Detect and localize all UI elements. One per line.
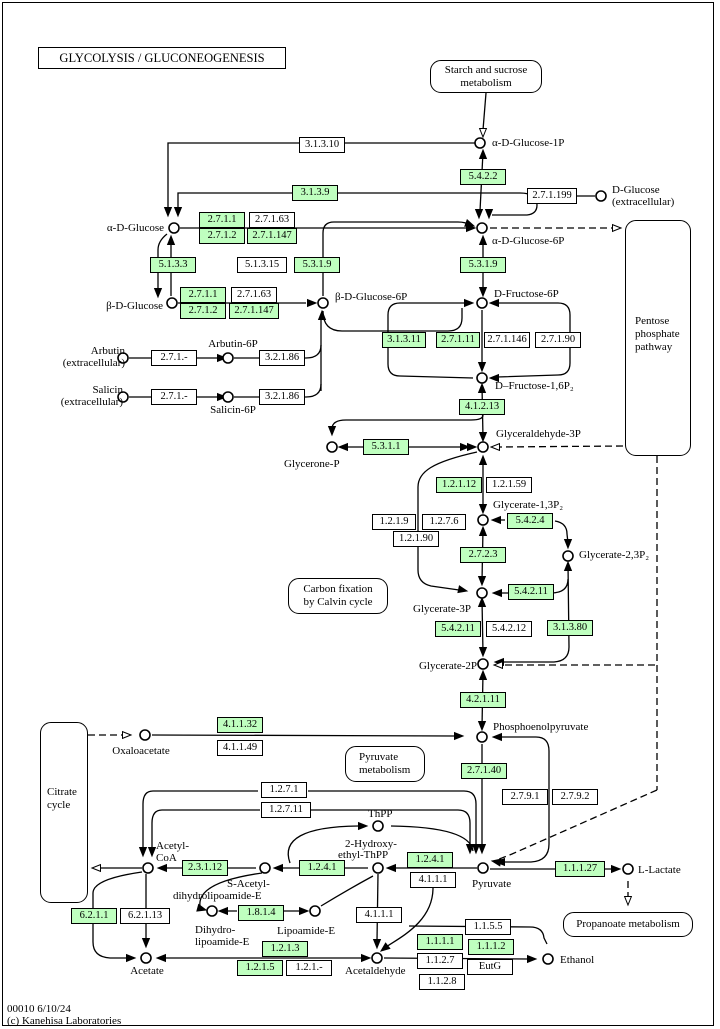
pathway-link-pyruvate-metabolism[interactable] [345, 746, 425, 782]
arrowhead [476, 210, 483, 219]
reaction-edge [498, 446, 623, 447]
enzyme-box-2.7.1.11[interactable]: 2.7.1.11 [436, 332, 480, 348]
compound-node[interactable] [477, 223, 487, 233]
compound-label: Glycerate-3P [413, 603, 472, 615]
arrowhead [197, 905, 206, 912]
arrowhead [468, 444, 477, 451]
enzyme-box-2.7.1.146[interactable]: 2.7.1.146 [484, 332, 530, 348]
arrowhead [493, 590, 502, 597]
pathway-link-label: Citrate [47, 786, 77, 798]
arrowhead [480, 236, 487, 245]
arrowhead [465, 220, 474, 226]
compound-label: Glyceraldehyde-3P [496, 428, 581, 440]
compound-label: Pyruvate [472, 878, 512, 890]
compound-label: ethyl-ThPP [338, 849, 389, 861]
compound-label: D-Fructose-6P [494, 288, 559, 300]
arrowhead [140, 848, 147, 857]
enzyme-box-1.2.7.11[interactable]: 1.2.7.11 [261, 802, 311, 818]
compound-node[interactable] [373, 863, 383, 873]
compound-label: β-D-Glucose-6P [335, 291, 408, 303]
reaction-edge [332, 415, 483, 429]
page-border [3, 3, 714, 1026]
compound-label: S-Acetyl- [227, 878, 270, 890]
enzyme-box-6.2.1.13[interactable]: 6.2.1.13 [120, 908, 170, 924]
compound-label: Salicin-6P [210, 404, 256, 416]
compound-node[interactable] [373, 821, 383, 831]
enzyme-box-4.1.1.49[interactable]: 4.1.1.49 [217, 740, 263, 756]
enzyme-box-1.1.5.5[interactable]: 1.1.5.5 [465, 919, 511, 935]
enzyme-box-EutG[interactable]: EutG [467, 959, 513, 975]
arrowhead [479, 363, 486, 372]
reaction-edge [321, 876, 373, 906]
pathway-link-label: Carbon fixation [303, 583, 373, 595]
compound-label: dihydrolipoamide-E [173, 890, 262, 902]
enzyme-box-4.1.2.13[interactable]: 4.1.2.13 [459, 399, 505, 415]
compound-node[interactable] [223, 392, 233, 402]
reaction-edge [323, 308, 462, 331]
pathway-link-label: metabolism [460, 76, 512, 89]
compound-node[interactable] [207, 906, 217, 916]
compound-label: Glycerate-1,3P₂ [493, 499, 564, 511]
enzyme-box-1.2.4.1[interactable]: 1.2.4.1 [299, 860, 345, 876]
compound-node[interactable] [623, 864, 633, 874]
enzyme-box-1.1.1.27[interactable]: 1.1.1.27 [555, 861, 605, 877]
arrowhead [359, 823, 368, 830]
arrowhead [479, 577, 486, 586]
arrowhead [149, 848, 156, 857]
arrowhead [480, 648, 487, 657]
open-arrowhead [92, 865, 101, 872]
arrowhead [300, 908, 309, 915]
enzyme-box-2.7.1.63[interactable]: 2.7.1.63 [231, 287, 277, 303]
arrowhead [492, 517, 501, 524]
pathway-link-label: metabolism [359, 764, 411, 776]
arrowhead [479, 845, 486, 854]
enzyme-box-1.2.1.-[interactable]: 1.2.1.- [286, 960, 332, 976]
compound-node[interactable] [478, 442, 488, 452]
arrowhead [480, 288, 487, 297]
compound-label: Dihydro- lipoamide-E [195, 924, 250, 948]
compound-label: Glycerone-P [284, 458, 340, 470]
enzyme-box-5.1.3.3[interactable]: 5.1.3.3 [150, 257, 196, 273]
compound-node[interactable] [478, 515, 488, 525]
reaction-edge [323, 222, 469, 296]
arrowhead [473, 845, 480, 854]
map-id-date: 00010 6/10/24 [7, 1003, 71, 1015]
enzyme-box-2.7.9.2[interactable]: 2.7.9.2 [552, 789, 598, 805]
pathway-link-pentose-phosphate-pathway[interactable] [625, 220, 691, 456]
compound-label: α-D-Glucose-1P [492, 137, 565, 149]
enzyme-box-2.7.1.2[interactable]: 2.7.1.2 [180, 303, 226, 319]
compound-node[interactable] [478, 659, 488, 669]
compound-label: D–Fructose-1,6P₂ [495, 380, 574, 392]
compound-label: Acetaldehyde [345, 965, 406, 977]
reaction-edge [501, 564, 569, 662]
enzyme-box-2.7.1.-[interactable]: 2.7.1.- [151, 389, 197, 405]
arrowhead [480, 671, 487, 680]
pathway-link-label: Propanoate metabolism [576, 918, 680, 930]
compound-label: 2-Hydroxy- [345, 838, 397, 850]
reaction-edge [391, 826, 473, 851]
compound-label: Lipoamide-E [277, 925, 336, 937]
arrowhead [480, 505, 487, 514]
arrowhead [157, 955, 166, 962]
compound-label: Acetate [130, 965, 164, 977]
compound-node[interactable] [475, 138, 485, 148]
compound-label: Glycerate-2,3P₂ [579, 549, 650, 561]
compound-node[interactable] [141, 953, 151, 963]
arrowhead [158, 865, 167, 872]
compound-label: α-D-Glucose [106, 222, 164, 234]
pathway-link-label: Pentose [635, 315, 670, 327]
compound-label: Ethanol [560, 954, 595, 966]
arrowhead [458, 586, 467, 593]
enzyme-box-3.2.1.86[interactable]: 3.2.1.86 [259, 389, 305, 405]
compound-label: D-Glucose (extracellular) [612, 184, 675, 208]
arrowhead [479, 722, 486, 731]
compound-label: L-Lactate [638, 864, 681, 876]
enzyme-box-5.3.1.1[interactable]: 5.3.1.1 [363, 439, 409, 455]
compound-node[interactable] [543, 954, 553, 964]
pathway-link-label: pathway [635, 341, 673, 353]
open-arrowhead [491, 444, 500, 451]
compound-label: Phosphoenolpyruvate [493, 721, 589, 733]
arrowhead [127, 955, 136, 962]
page-title: GLYCOLYSIS / GLUCONEOGENESIS [59, 50, 265, 65]
arrowhead [165, 208, 172, 217]
enzyme-box-5.3.1.9[interactable]: 5.3.1.9 [294, 257, 340, 273]
arrowhead [565, 562, 572, 571]
arrowhead [465, 300, 474, 307]
arrowhead [362, 955, 371, 962]
enzyme-box-2.7.1.90[interactable]: 2.7.1.90 [535, 332, 581, 348]
arrowhead [565, 540, 572, 549]
enzyme-box-3.1.3.10[interactable]: 3.1.3.10 [299, 137, 345, 153]
arrowhead [480, 150, 487, 159]
open-arrowhead [123, 732, 132, 739]
compound-node[interactable] [596, 191, 606, 201]
compound-node[interactable] [310, 906, 320, 916]
arrowhead [381, 943, 390, 951]
compound-node[interactable] [477, 373, 487, 383]
enzyme-box-4.1.1.1[interactable]: 4.1.1.1 [410, 872, 456, 888]
compound-label: Oxaloacetate [112, 745, 170, 757]
compound-node[interactable] [563, 551, 573, 561]
enzyme-box-5.3.1.9[interactable]: 5.3.1.9 [460, 257, 506, 273]
pathway-link-label: phosphate [635, 328, 680, 340]
compound-node[interactable] [318, 298, 328, 308]
arrowhead [155, 289, 162, 298]
open-arrowhead [625, 897, 632, 906]
arrowhead [219, 908, 228, 915]
enzyme-box-5.1.3.15[interactable]: 5.1.3.15 [237, 257, 287, 273]
enzyme-box-3.1.3.80[interactable]: 3.1.3.80 [547, 620, 593, 636]
enzyme-box-1.1.1.2[interactable]: 1.1.1.2 [468, 939, 514, 955]
pathway-link-carbon-fixation-calvin-cycle[interactable] [288, 578, 388, 614]
enzyme-box-3.1.3.9[interactable]: 3.1.3.9 [292, 185, 338, 201]
arrowhead [339, 444, 348, 451]
pathway-link-starch-sucrose-metabolism[interactable] [430, 60, 542, 93]
enzyme-box-1.2.1.59[interactable]: 1.2.1.59 [486, 477, 532, 493]
arrowhead [143, 939, 150, 948]
open-arrowhead [480, 129, 487, 138]
compound-label: ThPP [368, 808, 393, 820]
enzyme-box-1.1.2.8[interactable]: 1.1.2.8 [419, 974, 465, 990]
enzyme-box-2.3.1.12[interactable]: 2.3.1.12 [182, 860, 228, 876]
arrowhead [480, 456, 487, 465]
pathway-link-label: cycle [47, 799, 71, 811]
compound-label: Glycerate-2P [418, 660, 477, 672]
copyright: (c) Kanehisa Laboratories [7, 1015, 122, 1027]
enzyme-box-5.4.2.2[interactable]: 5.4.2.2 [460, 169, 506, 185]
enzyme-box-5.4.2.12[interactable]: 5.4.2.12 [486, 621, 532, 637]
enzyme-box-2.7.9.1[interactable]: 2.7.9.1 [502, 789, 548, 805]
arrowhead [479, 598, 486, 607]
compound-node[interactable] [223, 353, 233, 363]
map-title-box [38, 47, 286, 69]
pathway-link-label: Pyruvate [359, 751, 399, 763]
reaction-edge [482, 600, 483, 653]
arrowhead [493, 734, 502, 741]
compound-node[interactable] [169, 223, 179, 233]
compound-node[interactable] [478, 863, 488, 873]
enzyme-box-2.7.1.147[interactable]: 2.7.1.147 [229, 303, 279, 319]
compound-node[interactable] [260, 863, 270, 873]
reaction-edge [152, 735, 455, 736]
compound-label: α-D-Glucose-6P [492, 235, 565, 247]
compound-node[interactable] [477, 298, 487, 308]
reaction-edge [483, 93, 486, 130]
enzyme-box-3.1.3.11[interactable]: 3.1.3.11 [382, 332, 426, 348]
arrowhead [374, 940, 381, 949]
arrowhead [480, 527, 487, 536]
arrowhead [175, 208, 182, 217]
arrowhead [308, 300, 317, 307]
enzyme-box-2.7.1.40[interactable]: 2.7.1.40 [461, 763, 507, 779]
arrowhead [455, 733, 464, 740]
pathway-link-label: by Calvin cycle [303, 596, 373, 608]
enzyme-box-2.7.1.147[interactable]: 2.7.1.147 [247, 228, 297, 244]
enzyme-box-5.4.2.11[interactable]: 5.4.2.11 [508, 584, 554, 600]
enzyme-box-1.2.7.6[interactable]: 1.2.7.6 [422, 514, 466, 530]
compound-label: β-D-Glucose [106, 300, 163, 312]
enzyme-box-2.7.1.-[interactable]: 2.7.1.- [151, 350, 197, 366]
arrowhead [612, 866, 621, 873]
enzyme-box-2.7.1.2[interactable]: 2.7.1.2 [199, 228, 245, 244]
enzyme-box-1.2.1.5[interactable]: 1.2.1.5 [237, 960, 283, 976]
compound-node[interactable] [477, 732, 487, 742]
arrowhead [319, 311, 326, 320]
enzyme-box-1.2.1.9[interactable]: 1.2.1.9 [372, 514, 416, 530]
enzyme-box-2.7.1.1[interactable]: 2.7.1.1 [199, 212, 245, 228]
enzyme-box-1.2.1.90[interactable]: 1.2.1.90 [393, 531, 439, 547]
enzyme-box-2.7.2.3[interactable]: 2.7.2.3 [460, 547, 506, 563]
pathway-link-label: Starch and sucrose [444, 63, 528, 76]
enzyme-box-1.2.1.12[interactable]: 1.2.1.12 [436, 477, 482, 493]
enzyme-box-4.1.1.32[interactable]: 4.1.1.32 [217, 717, 263, 733]
compound-node[interactable] [327, 442, 337, 452]
enzyme-box-1.2.1.3[interactable]: 1.2.1.3 [262, 941, 308, 957]
arrowhead [387, 865, 396, 872]
compound-node[interactable] [143, 863, 153, 873]
compound-label: Salicin (extracellular) [60, 384, 123, 408]
enzyme-box-1.1.2.7[interactable]: 1.1.2.7 [417, 953, 463, 969]
compound-label: Acetyl- CoA [156, 840, 189, 864]
compound-node[interactable] [167, 298, 177, 308]
arrowhead [479, 384, 486, 393]
arrowhead [528, 956, 537, 963]
compound-node[interactable] [140, 730, 150, 740]
arrowhead [274, 865, 283, 872]
enzyme-box-4.1.1.1[interactable]: 4.1.1.1 [356, 907, 402, 923]
enzyme-box-2.7.1.63[interactable]: 2.7.1.63 [249, 212, 295, 228]
arrowhead [480, 433, 487, 442]
enzyme-box-6.2.1.1[interactable]: 6.2.1.1 [71, 908, 117, 924]
enzyme-box-5.4.2.4[interactable]: 5.4.2.4 [507, 513, 553, 529]
enzyme-box-4.2.1.11[interactable]: 4.2.1.11 [460, 692, 506, 708]
compound-label: Arbutin (extracellular) [62, 345, 125, 369]
enzyme-box-5.4.2.11[interactable]: 5.4.2.11 [435, 621, 481, 637]
arrowhead [168, 236, 175, 245]
enzyme-box-1.1.1.1[interactable]: 1.1.1.1 [417, 934, 463, 950]
enzyme-box-2.7.1.199[interactable]: 2.7.1.199 [527, 188, 577, 204]
arrowhead [329, 427, 336, 436]
enzyme-box-1.8.1.4[interactable]: 1.8.1.4 [238, 905, 284, 921]
compound-label: Arbutin-6P [208, 338, 258, 350]
pathway-link-propanoate-metabolism[interactable] [563, 912, 693, 937]
compound-node[interactable] [372, 953, 382, 963]
enzyme-box-1.2.4.1[interactable]: 1.2.4.1 [407, 852, 453, 868]
compound-node[interactable] [477, 588, 487, 598]
arrowhead [490, 300, 499, 307]
enzyme-box-2.7.1.1[interactable]: 2.7.1.1 [180, 287, 226, 303]
enzyme-box-1.2.7.1[interactable]: 1.2.7.1 [261, 782, 307, 798]
pathway-link-citrate-cycle[interactable] [40, 722, 88, 903]
open-arrowhead [613, 225, 622, 232]
arrowhead [486, 210, 493, 219]
enzyme-box-3.2.1.86[interactable]: 3.2.1.86 [259, 350, 305, 366]
